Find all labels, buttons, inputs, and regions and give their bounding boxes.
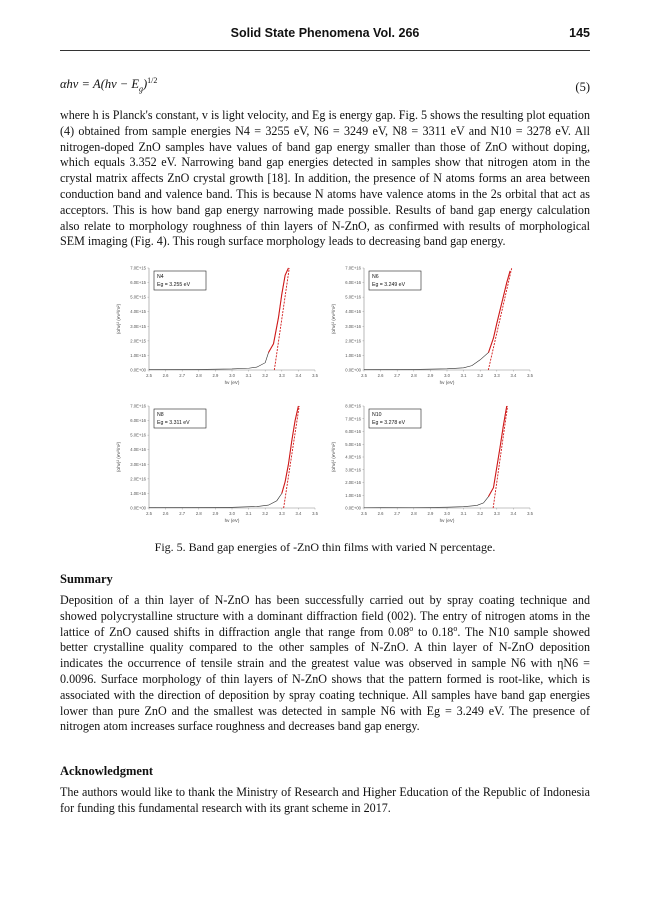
fit-overlay-line [489, 271, 511, 353]
degree-mark: o [453, 623, 458, 633]
y-tick-label: 0.0E+00 [345, 367, 361, 373]
y-axis-label: (αhv)² (eV²/m²) [331, 303, 336, 335]
y-tick-label: 0.0E+00 [345, 505, 361, 511]
x-tick-label: 2.5 [146, 373, 152, 378]
chart-panel-n6 [330, 262, 535, 390]
legend-sample-label: N8 [157, 412, 164, 418]
x-tick-label: 2.6 [377, 373, 384, 378]
y-tick-label: 7.0E+16 [345, 265, 361, 271]
y-tick-label: 1.0E+16 [130, 490, 146, 496]
equation-lhs: αhν = A [60, 77, 101, 92]
y-tick-label: 3.0E+15 [130, 323, 146, 329]
x-tick-label: 2.6 [162, 511, 169, 516]
y-tick-label: 2.0E+15 [130, 338, 146, 344]
x-axis-label: hv (eV) [224, 380, 240, 385]
y-tick-label: 2.0E+16 [345, 480, 361, 485]
x-axis-label: hv (eV) [439, 380, 455, 385]
x-tick-label: 3.3 [493, 373, 500, 378]
fit-overlay-line [489, 406, 507, 497]
y-tick-label: 0.0E+00 [130, 505, 146, 511]
equation-formula [60, 76, 157, 94]
y-tick-label: 6.0E+15 [130, 280, 146, 286]
x-tick-label: 2.9 [427, 373, 434, 378]
equation-5 [60, 76, 590, 102]
y-tick-label: 0.0E+00 [130, 367, 146, 373]
summary-text-3: . The N10 sample showed better crystalline quality compared to the other samples of N-ZnO. A thin layer of N-ZnO deposition indicates the occurrence of tensile strain and the greatest value was observed in sample N6 with ηN6 = 0.0096. Surface morphology of thin layers of N-ZnO shows that the pattern formed is root-like, which is associated with the direction of deposition by spray coating technique. All samples have band gap energies lower than pure ZnO and the smallest was detected in sample N6 with Eg = 3.249 eV. The presence of nitrogen atom increases surface roughness and decreases band gap energy. [60, 624, 590, 734]
y-tick-label: 7.0E+16 [345, 416, 361, 422]
equation-paren: (hν − E [100, 77, 139, 92]
y-tick-label: 6.0E+16 [345, 429, 361, 434]
y-tick-label: 1.0E+16 [345, 492, 361, 498]
x-tick-label: 2.8 [195, 511, 202, 516]
x-tick-label: 2.9 [212, 511, 219, 516]
y-tick-label: 2.0E+16 [345, 338, 361, 344]
x-axis-label: hv (eV) [439, 518, 455, 523]
legend-sample-label: N10 [372, 412, 382, 418]
y-axis-label: (αhv)² (eV²/m²) [116, 303, 121, 335]
legend-eg-label: Eg = 3.255 eV [157, 282, 191, 288]
x-tick-label: 3.1 [460, 511, 467, 516]
y-tick-label: 1.0E+16 [345, 352, 361, 358]
equation-close: ) [142, 77, 148, 92]
chart-panel-n4 [115, 262, 320, 390]
fit-line [274, 268, 289, 370]
y-tick-label: 6.0E+16 [345, 280, 361, 286]
chart-n4 [115, 262, 320, 390]
acknowledgment-paragraph: The authors would like to thank the Ministry of Research and Higher Education of the Republic of Indonesia for funding this fundamental research with its grant scheme in 2017. [60, 785, 590, 815]
y-tick-label: 4.0E+16 [130, 447, 146, 453]
legend-sample-label: N4 [157, 274, 164, 280]
y-axis-label: (αhv)² (eV²/m²) [331, 441, 336, 473]
x-tick-label: 3.0 [229, 373, 235, 378]
chart-n6 [330, 262, 535, 390]
x-axis-label: hv (eV) [224, 518, 240, 523]
y-axis-label: (αhv)² (eV²/m²) [116, 441, 121, 473]
equation-number: (5) [575, 80, 590, 94]
x-tick-label: 3.1 [245, 511, 252, 516]
x-tick-label: 3.5 [312, 511, 318, 516]
x-tick-label: 2.7 [394, 373, 401, 378]
x-tick-label: 3.1 [245, 373, 252, 378]
x-tick-label: 2.6 [377, 511, 384, 516]
summary-text-2: to 0.18 [413, 624, 454, 639]
x-tick-label: 3.2 [477, 373, 484, 378]
fit-line [493, 406, 507, 508]
x-tick-label: 3.4 [295, 511, 302, 516]
x-tick-label: 3.3 [278, 373, 285, 378]
x-tick-label: 3.4 [510, 511, 517, 516]
legend-eg-label: Eg = 3.311 eV [157, 420, 190, 426]
y-tick-label: 5.0E+15 [130, 294, 146, 300]
figure-5 [115, 262, 540, 528]
x-tick-label: 2.6 [162, 373, 169, 378]
page-number: 145 [569, 26, 590, 40]
chart-n10 [330, 400, 535, 528]
x-tick-label: 3.4 [295, 373, 302, 378]
y-tick-label: 7.0E+15 [130, 265, 146, 271]
x-tick-label: 3.0 [444, 511, 450, 516]
x-tick-label: 2.8 [195, 373, 202, 378]
legend-sample-label: N6 [372, 274, 379, 280]
chart-panel-n8 [115, 400, 320, 528]
x-tick-label: 3.2 [262, 511, 269, 516]
x-tick-label: 3.5 [527, 373, 533, 378]
running-header [60, 26, 590, 46]
x-tick-label: 3.5 [527, 511, 533, 516]
x-tick-label: 3.3 [278, 511, 285, 516]
y-tick-label: 2.0E+16 [130, 476, 146, 482]
y-tick-label: 3.0E+16 [345, 323, 361, 329]
x-tick-label: 3.1 [460, 373, 467, 378]
x-tick-label: 3.2 [262, 373, 269, 378]
y-tick-label: 4.0E+15 [130, 309, 146, 315]
y-tick-label: 4.0E+16 [345, 309, 361, 315]
x-tick-label: 2.8 [410, 373, 417, 378]
chart-panel-n10 [330, 400, 535, 528]
y-tick-label: 3.0E+16 [130, 461, 146, 467]
equation-power: 1/2 [147, 76, 158, 85]
acknowledgment-heading: Acknowledgment [60, 764, 154, 778]
x-tick-label: 2.5 [361, 373, 367, 378]
y-tick-label: 6.0E+16 [130, 418, 146, 424]
x-tick-label: 3.3 [493, 511, 500, 516]
x-tick-label: 2.7 [179, 511, 186, 516]
x-tick-label: 2.7 [394, 511, 401, 516]
x-tick-label: 2.7 [179, 373, 186, 378]
y-tick-label: 5.0E+16 [130, 432, 146, 438]
legend-eg-label: Eg = 3.249 eV [372, 282, 406, 288]
x-tick-label: 2.5 [146, 511, 152, 516]
equation-subscript: g [138, 84, 143, 94]
fit-line [488, 268, 511, 370]
header-rule [60, 50, 590, 51]
figure-caption: Fig. 5. Band gap energies of -ZnO thin films with varied N percentage. [154, 540, 496, 554]
summary-heading: Summary [60, 572, 113, 586]
y-tick-label: 8.0E+16 [345, 403, 361, 409]
x-tick-label: 3.2 [477, 511, 484, 516]
x-tick-label: 3.0 [444, 373, 450, 378]
y-tick-label: 5.0E+16 [345, 441, 361, 447]
summary-paragraph [60, 593, 590, 735]
journal-title: Solid State Phenomena Vol. 266 [230, 26, 420, 40]
y-tick-label: 1.0E+15 [130, 352, 146, 358]
y-tick-label: 5.0E+16 [345, 294, 361, 300]
chart-n8 [115, 400, 320, 528]
y-tick-label: 4.0E+16 [345, 454, 361, 460]
degree-mark: o [409, 623, 414, 633]
x-tick-label: 2.8 [410, 511, 417, 516]
x-tick-label: 3.4 [510, 373, 517, 378]
x-tick-label: 3.5 [312, 373, 318, 378]
body-paragraph-1: where h is Planck's constant, v is light velocity, and Eg is energy gap. Fig. 5 shows the resulting plot equation (4) obtained from sample energies N4 = 3255 eV, N6 = 3249 eV, N8 = 3311 eV and N10 = 3278 eV. All nitrogen-doped ZnO samples have values of band gap energy smaller than those of ZnO without doping, which equals 3.352 eV. Narrowing band gap energies detected in samples show that nitrogen atom in the crystal matrix affects ZnO crystal growth [18]. In addition, the presence of N atoms forms an area between conduction band and valence band. This is because N atoms have valence atoms in the 2s orbital that act as acceptors. This is how band gap energy narrowing made possible. Results of band gap energy calculation also relate to morphology roughness of thin layers of N-ZnO, as confirmed with results of morphological SEM imaging (Fig. 4). This rough surface morphology leads to decreasing band gap energy. [60, 108, 590, 249]
legend-eg-label: Eg = 3.278 eV [372, 420, 406, 426]
x-tick-label: 2.9 [212, 373, 219, 378]
y-tick-label: 7.0E+16 [130, 403, 146, 409]
summary-text-1: Deposition of a thin layer of N-ZnO has been successfully carried out by spray coating technique and showed polycrystalline structure with a dominant diffraction field (002). The entry of nitrogen atoms in the lattice of ZnO caused shifts in diffraction angle that range from 0.08 [60, 593, 590, 639]
x-tick-label: 3.0 [229, 511, 235, 516]
x-tick-label: 2.5 [361, 511, 367, 516]
fit-overlay-line [282, 406, 299, 493]
y-tick-label: 3.0E+16 [345, 467, 361, 473]
fit-line [284, 406, 300, 508]
x-tick-label: 2.9 [427, 511, 434, 516]
